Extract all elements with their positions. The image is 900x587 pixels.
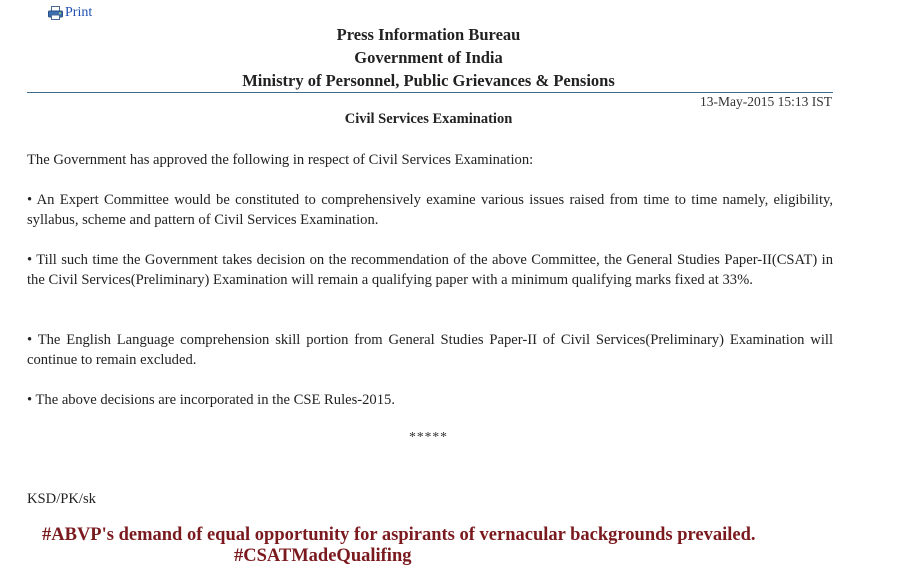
intro-paragraph: The Government has approved the following in respect of Civil Services Examination: xyxy=(27,152,534,168)
ministry-name: Ministry of Personnel, Public Grievances & Pensions xyxy=(242,71,615,90)
print-label[interactable]: Print xyxy=(65,5,93,20)
bullet-point: • The English Language comprehension skill portion from General Studies Paper-II of Civil Services(Preliminary) Examination will continue to remain excluded. xyxy=(27,332,833,368)
print-icon[interactable] xyxy=(48,6,63,20)
bureau-name: Press Information Bureau xyxy=(336,25,521,44)
print-link[interactable] xyxy=(48,5,92,21)
bullet-point: • Till such time the Government takes decision on the recommendation of the above Committee, the General Studies Paper-II(CSAT) in the Civil Services(Preliminary) Examination will remain a qualifying paper with a minimum qualifying marks fixed at 33%. xyxy=(27,252,833,288)
hashtag-tag: #CSATMadeQualifing xyxy=(234,546,412,566)
bullet-point: • An Expert Committee would be constituted to comprehensively examine various issues raised from time to time namely, eligibility, syllabus, scheme and pattern of Civil Services Examination. xyxy=(27,192,833,228)
header-divider xyxy=(27,92,833,93)
signoff-initials: KSD/PK/sk xyxy=(27,491,96,507)
release-datetime: 13-May-2015 15:13 IST xyxy=(700,94,832,109)
release-subject: Civil Services Examination xyxy=(344,111,513,127)
government-name: Government of India xyxy=(354,48,503,67)
section-separator: ***** xyxy=(409,429,448,444)
bullet-point: • The above decisions are incorporated in the CSE Rules-2015. xyxy=(27,392,395,408)
hashtag-caption: #ABVP's demand of equal opportunity for aspirants of vernacular backgrounds prevailed. xyxy=(42,525,756,545)
